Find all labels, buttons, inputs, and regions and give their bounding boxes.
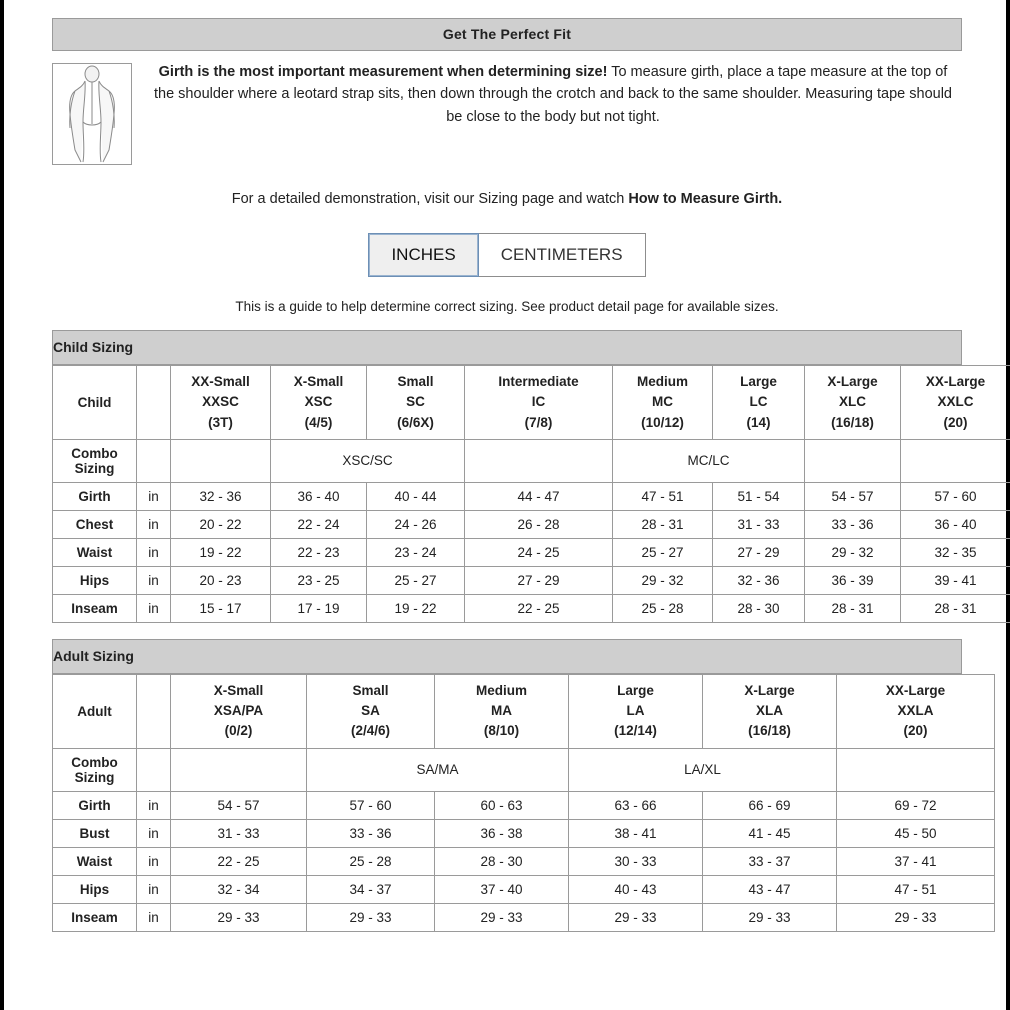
col-code: XLC (839, 394, 866, 410)
adult-col-0 (171, 674, 307, 748)
adult-header-label: Adult (53, 674, 137, 748)
cell: 32 - 34 (171, 875, 307, 903)
cell: 32 - 35 (901, 538, 1010, 566)
adult-combo-2: LA/XL (569, 748, 837, 791)
col-name: Intermediate (498, 374, 579, 389)
cell: 30 - 33 (569, 847, 703, 875)
cell: 23 - 24 (367, 538, 465, 566)
col-age: (14) (746, 414, 771, 430)
table-row (53, 791, 995, 819)
cell: 34 - 37 (307, 875, 435, 903)
cell: 47 - 51 (613, 482, 713, 510)
cell: 57 - 60 (901, 482, 1010, 510)
how-to-measure-girth-link[interactable]: How to Measure Girth. (628, 191, 783, 207)
adult-sizing-title: Adult Sizing (52, 639, 962, 674)
adult-row-label-girth: Girth (53, 791, 137, 819)
table-row (53, 819, 995, 847)
cell: 41 - 45 (703, 819, 837, 847)
adult-col-2 (435, 674, 569, 748)
cell: 31 - 33 (713, 510, 805, 538)
cell: 29 - 33 (569, 903, 703, 931)
child-sizing-block (52, 330, 986, 623)
table-row (53, 510, 1010, 538)
guide-note: This is a guide to help determine correct sizing. See product detail page for available sizes. (235, 299, 779, 314)
table-row (53, 594, 1010, 622)
cell: 20 - 23 (171, 566, 271, 594)
demo-text: For a detailed demonstration, visit our Sizing page and watch (231, 191, 629, 207)
col-age: (0/2) (224, 723, 253, 739)
col-name: XX-Small (191, 374, 250, 389)
cell: 23 - 25 (271, 566, 367, 594)
adult-combo-0 (171, 748, 307, 791)
cell: 40 - 43 (569, 875, 703, 903)
child-combo-2 (465, 439, 613, 482)
child-sizing-table (52, 365, 1010, 623)
cell: 54 - 57 (171, 791, 307, 819)
child-col-0 (171, 366, 271, 440)
cell: 27 - 29 (465, 566, 613, 594)
adult-col-3 (569, 674, 703, 748)
cell: 36 - 38 (435, 819, 569, 847)
cell: 28 - 31 (613, 510, 713, 538)
adult-unit-hips: in (137, 875, 171, 903)
adult-unit-girth: in (137, 791, 171, 819)
cell: 20 - 22 (171, 510, 271, 538)
cell: 22 - 25 (171, 847, 307, 875)
cell: 29 - 33 (171, 903, 307, 931)
combo-label-line2: Sizing (74, 769, 115, 785)
cell: 22 - 23 (271, 538, 367, 566)
col-code: XSC (304, 394, 333, 410)
col-name: X-Small (293, 374, 344, 389)
col-name: Small (352, 682, 389, 698)
child-header-unit-blank (137, 366, 171, 440)
col-name: X-Large (827, 374, 878, 389)
unit-toggle (52, 233, 962, 277)
table-row (53, 439, 1010, 482)
adult-col-1 (307, 674, 435, 748)
cell: 60 - 63 (435, 791, 569, 819)
leotard-figure-icon (52, 63, 132, 165)
cell: 29 - 33 (435, 903, 569, 931)
cell: 38 - 41 (569, 819, 703, 847)
cell: 24 - 25 (465, 538, 613, 566)
child-unit-girth: in (137, 482, 171, 510)
cell: 28 - 31 (901, 594, 1010, 622)
col-age: (7/8) (524, 414, 553, 430)
cell: 24 - 26 (367, 510, 465, 538)
cell: 39 - 41 (901, 566, 1010, 594)
col-age: (8/10) (483, 723, 520, 739)
col-age: (16/18) (748, 723, 791, 739)
child-combo-0 (171, 439, 271, 482)
table-row (53, 482, 1010, 510)
adult-combo-1: SA/MA (307, 748, 569, 791)
table-row (53, 903, 995, 931)
cell: 40 - 44 (367, 482, 465, 510)
adult-col-4 (703, 674, 837, 748)
child-unit-hips: in (137, 566, 171, 594)
col-name: XX-Large (925, 374, 986, 389)
child-unit-waist: in (137, 538, 171, 566)
cell: 32 - 36 (171, 482, 271, 510)
cell: 45 - 50 (837, 819, 995, 847)
col-name: Medium (475, 682, 527, 698)
cell: 51 - 54 (713, 482, 805, 510)
cell: 31 - 33 (171, 819, 307, 847)
adult-header-unit-blank (137, 674, 171, 748)
table-row (53, 674, 995, 748)
cell: 37 - 41 (837, 847, 995, 875)
cell: 25 - 27 (613, 538, 713, 566)
child-combo-1: XSC/SC (271, 439, 465, 482)
cell: 63 - 66 (569, 791, 703, 819)
adult-col-5 (837, 674, 995, 748)
cell: 37 - 40 (435, 875, 569, 903)
cell: 19 - 22 (367, 594, 465, 622)
adult-row-label-hips: Hips (53, 875, 137, 903)
child-row-label-hips: Hips (53, 566, 137, 594)
col-name: Large (740, 374, 777, 389)
adult-combo-sizing-label (53, 748, 137, 791)
col-code: SC (406, 394, 425, 410)
cell: 33 - 37 (703, 847, 837, 875)
girth-intro-bold: Girth is the most important measurement when determining size! (158, 64, 608, 80)
cell: 36 - 39 (805, 566, 901, 594)
child-row-label-inseam: Inseam (53, 594, 137, 622)
col-age: (12/14) (614, 723, 657, 739)
col-age: (6/6X) (397, 414, 434, 430)
adult-row-label-waist: Waist (53, 847, 137, 875)
col-name: Large (617, 682, 654, 698)
child-header-label: Child (53, 366, 137, 440)
col-age: (20) (903, 723, 928, 739)
child-col-7 (901, 366, 1010, 440)
cell: 29 - 32 (613, 566, 713, 594)
col-age: (16/18) (831, 414, 874, 430)
col-code: SA (361, 703, 380, 718)
col-name: Small (397, 374, 434, 389)
combo-label-line1: Combo (71, 754, 118, 770)
cell: 66 - 69 (703, 791, 837, 819)
cell: 69 - 72 (837, 791, 995, 819)
cell: 44 - 47 (465, 482, 613, 510)
child-row-label-waist: Waist (53, 538, 137, 566)
combo-label-line1: Combo (71, 445, 118, 461)
cell: 25 - 28 (613, 594, 713, 622)
col-code: XXSC (202, 394, 239, 410)
combo-unit-blank (137, 439, 171, 482)
col-name: Medium (636, 374, 688, 389)
cell: 22 - 24 (271, 510, 367, 538)
child-col-5 (713, 366, 805, 440)
cell: 47 - 51 (837, 875, 995, 903)
cell: 19 - 22 (171, 538, 271, 566)
child-row-label-chest: Chest (53, 510, 137, 538)
cell: 22 - 25 (465, 594, 613, 622)
girth-intro-rest: To measure girth, place a tape measure at the top of the shoulder where a leotard strap sits, then down through the crotch and back to the same shoulder. Measuring tape should be close to the body but not tight. (154, 64, 952, 125)
child-row-label-girth: Girth (53, 482, 137, 510)
demonstration-line (52, 191, 962, 207)
child-col-4 (613, 366, 713, 440)
col-age: (4/5) (304, 414, 333, 430)
child-col-1 (271, 366, 367, 440)
combo-sizing-label (53, 439, 137, 482)
cell: 36 - 40 (901, 510, 1010, 538)
centimeters-button[interactable]: CENTIMETERS (479, 233, 646, 277)
col-code: LC (749, 394, 768, 410)
child-col-6 (805, 366, 901, 440)
col-name: X-Large (744, 682, 795, 698)
perfect-fit-description (144, 61, 962, 128)
cell: 15 - 17 (171, 594, 271, 622)
table-row (53, 748, 995, 791)
adult-unit-bust: in (137, 819, 171, 847)
col-code: XXLC (937, 394, 974, 410)
cell: 29 - 33 (837, 903, 995, 931)
cell: 33 - 36 (805, 510, 901, 538)
cell: 29 - 32 (805, 538, 901, 566)
col-code: MC (652, 394, 673, 410)
child-combo-5 (901, 439, 1010, 482)
table-row (53, 366, 1010, 440)
child-col-2 (367, 366, 465, 440)
child-unit-chest: in (137, 510, 171, 538)
adult-sizing-table (52, 674, 995, 932)
child-sizing-title: Child Sizing (52, 330, 962, 365)
adult-row-label-bust: Bust (53, 819, 137, 847)
col-age: (2/4/6) (350, 723, 391, 739)
perfect-fit-body (52, 51, 962, 165)
cell: 33 - 36 (307, 819, 435, 847)
perfect-fit-title: Get The Perfect Fit (52, 18, 962, 51)
col-code: XXLA (897, 703, 934, 718)
table-row (53, 538, 1010, 566)
cell: 36 - 40 (271, 482, 367, 510)
col-age: (10/12) (641, 414, 684, 430)
col-code: IC (531, 394, 546, 410)
table-row (53, 875, 995, 903)
cell: 27 - 29 (713, 538, 805, 566)
table-row (53, 566, 1010, 594)
cell: 28 - 30 (435, 847, 569, 875)
adult-row-label-inseam: Inseam (53, 903, 137, 931)
cell: 32 - 36 (713, 566, 805, 594)
table-row (53, 847, 995, 875)
col-code: LA (626, 703, 645, 718)
col-name: X-Small (213, 682, 264, 698)
adult-unit-waist: in (137, 847, 171, 875)
cell: 43 - 47 (703, 875, 837, 903)
child-combo-3: MC/LC (613, 439, 805, 482)
child-col-3 (465, 366, 613, 440)
inches-button[interactable]: INCHES (368, 233, 478, 277)
cell: 29 - 33 (307, 903, 435, 931)
cell: 25 - 28 (307, 847, 435, 875)
combo-label-line2: Sizing (74, 460, 115, 476)
col-age: (3T) (208, 414, 233, 430)
cell: 28 - 31 (805, 594, 901, 622)
cell: 26 - 28 (465, 510, 613, 538)
adult-sizing-block (52, 639, 962, 932)
col-code: MA (491, 703, 512, 718)
adult-combo-3 (837, 748, 995, 791)
col-code: XSA/PA (213, 703, 264, 718)
col-code: XLA (756, 703, 783, 718)
cell: 29 - 33 (703, 903, 837, 931)
child-combo-4 (805, 439, 901, 482)
child-unit-inseam: in (137, 594, 171, 622)
cell: 54 - 57 (805, 482, 901, 510)
adult-combo-unit-blank (137, 748, 171, 791)
cell: 57 - 60 (307, 791, 435, 819)
col-name: XX-Large (885, 682, 946, 698)
cell: 25 - 27 (367, 566, 465, 594)
adult-unit-inseam: in (137, 903, 171, 931)
cell: 17 - 19 (271, 594, 367, 622)
cell: 28 - 30 (713, 594, 805, 622)
col-age: (20) (943, 414, 968, 430)
